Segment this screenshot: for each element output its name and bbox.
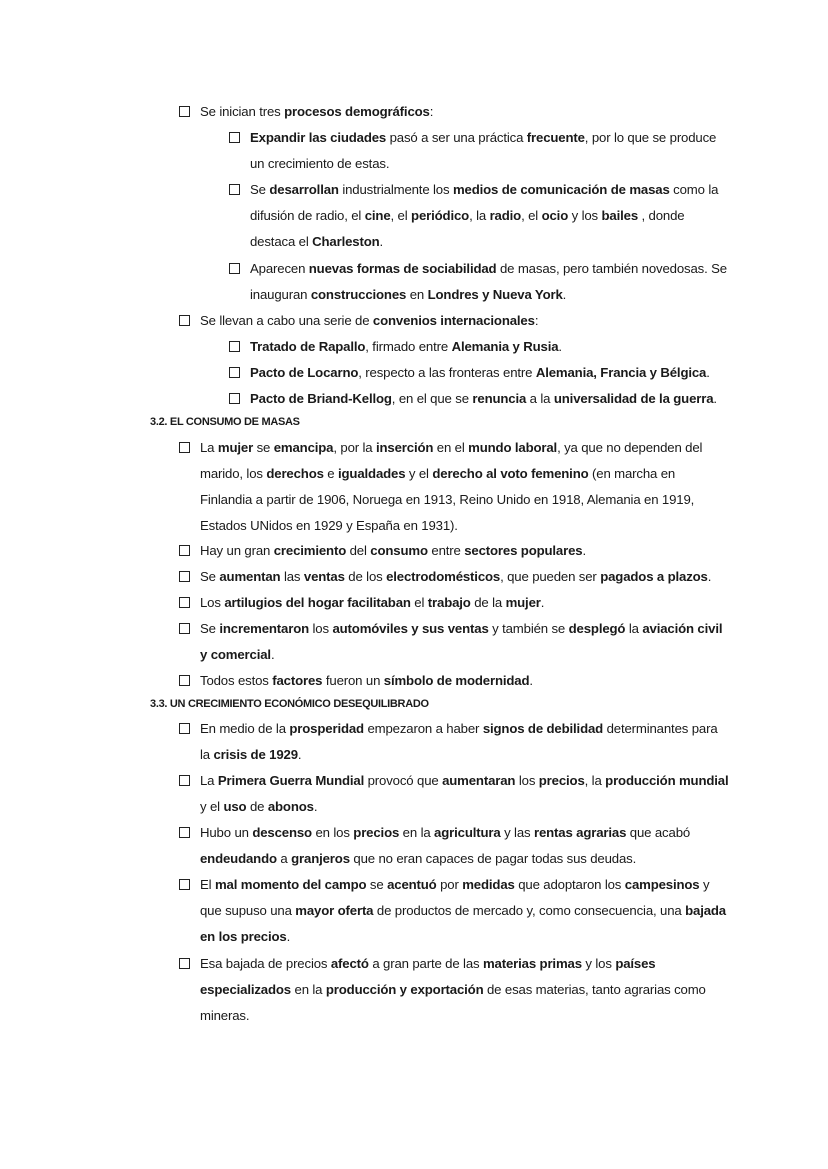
item-text: Se inician tres procesos demográficos: bbox=[200, 104, 434, 119]
emphasis: signos de debilidad bbox=[482, 721, 604, 736]
checkbox-icon[interactable] bbox=[179, 879, 190, 890]
checkbox-icon[interactable] bbox=[179, 442, 190, 453]
bullet-demographic-processes bbox=[200, 99, 740, 125]
bullet-countryside-crisis bbox=[200, 872, 730, 950]
emphasis: mujer bbox=[505, 595, 541, 610]
item-text: Aparecen nuevas formas de sociabilidad de masas, pero también novedosas. Se inauguran construcciones en Londres y Nueva York. bbox=[250, 261, 727, 302]
sub-bullet-expand-cities bbox=[250, 125, 730, 177]
emphasis: ventas bbox=[303, 569, 345, 584]
item-text: Se incrementaron los automóviles y sus ventas y también se desplegó la aviación civil y comercial. bbox=[200, 621, 723, 662]
checkbox-icon[interactable] bbox=[179, 315, 190, 326]
emphasis: afectó bbox=[330, 956, 369, 971]
item-text: Pacto de Locarno, respecto a las fronteras entre Alemania, Francia y Bélgica. bbox=[250, 365, 710, 380]
emphasis: Charleston bbox=[312, 234, 380, 249]
emphasis: factores bbox=[272, 673, 323, 688]
emphasis: uso bbox=[223, 799, 247, 814]
section-heading-crecimiento: 3.3. UN CRECIMIENTO ECONÓMICO DESEQUILIBRADO bbox=[150, 698, 429, 710]
emphasis: agricultura bbox=[434, 825, 501, 840]
item-text: Expandir las ciudades pasó a ser una práctica frecuente, por lo que se produce un crecimiento de estas. bbox=[250, 130, 717, 171]
emphasis: mayor oferta bbox=[295, 903, 374, 918]
sub-bullet-locarno bbox=[250, 360, 730, 386]
emphasis: Alemania y Rusia bbox=[451, 339, 559, 354]
bullet-prosperity-weakness bbox=[200, 716, 730, 768]
checkbox-icon[interactable] bbox=[179, 597, 190, 608]
item-text: Tratado de Rapallo, firmado entre Alemania y Rusia. bbox=[250, 339, 562, 354]
emphasis: universalidad de la guerra bbox=[553, 391, 714, 406]
emphasis: sectores populares bbox=[464, 543, 583, 558]
emphasis: electrodomésticos bbox=[386, 569, 501, 584]
bullet-women-emancipation bbox=[200, 435, 730, 539]
bullet-consumption-growth bbox=[200, 538, 730, 564]
emphasis: bajada en los precios bbox=[200, 903, 726, 944]
sub-bullet-rapallo bbox=[250, 334, 730, 360]
emphasis: periódico bbox=[411, 208, 470, 223]
emphasis: cine bbox=[364, 208, 391, 223]
item-text: La Primera Guerra Mundial provocó que aumentaran los precios, la producción mundial y el uso de abonos. bbox=[200, 773, 729, 814]
checkbox-icon[interactable] bbox=[229, 393, 240, 404]
item-text: La mujer se emancipa, por la inserción en el mundo laboral, ya que no dependen del marido, los derechos e igualdades y el derecho al voto femenino (en marcha en Finlandia a partir de 1906, Noruega en 1913, Reino Unido en 1918, Alemania en 1919, Estados UNidos en 1929 y España en 1931). bbox=[200, 440, 703, 533]
emphasis: ocio bbox=[541, 208, 569, 223]
bullet-household-gadgets bbox=[200, 590, 730, 616]
emphasis: precios bbox=[353, 825, 400, 840]
bullet-raw-materials bbox=[200, 951, 730, 1029]
emphasis: desarrollan bbox=[269, 182, 339, 197]
emphasis: bailes bbox=[601, 208, 639, 223]
checkbox-icon[interactable] bbox=[179, 571, 190, 582]
emphasis: procesos demográficos bbox=[284, 104, 430, 119]
checkbox-icon[interactable] bbox=[179, 827, 190, 838]
emphasis: Alemania, Francia y Bélgica bbox=[535, 365, 707, 380]
emphasis: endeudando bbox=[200, 851, 277, 866]
emphasis: artilugios del hogar facilitaban bbox=[224, 595, 411, 610]
item-text: Hubo un descenso en los precios en la agricultura y las rentas agrarias que acabó endeudando a granjeros que no eran capaces de pagar todas sus deudas. bbox=[200, 825, 691, 866]
emphasis: emancipa bbox=[273, 440, 334, 455]
section-heading-consumo: 3.2. EL CONSUMO DE MASAS bbox=[150, 416, 300, 428]
emphasis: mundo laboral bbox=[468, 440, 558, 455]
emphasis: crisis de 1929 bbox=[213, 747, 298, 762]
emphasis: descenso bbox=[252, 825, 312, 840]
emphasis: aviación civil y comercial bbox=[200, 621, 723, 662]
emphasis: precios bbox=[538, 773, 585, 788]
checkbox-icon[interactable] bbox=[229, 263, 240, 274]
item-text: Esa bajada de precios afectó a gran parte de las materias primas y los países especializados en la producción y exportación de esas materias, tanto agrarias como mineras. bbox=[200, 956, 706, 1023]
emphasis: crecimiento bbox=[273, 543, 347, 558]
checkbox-icon[interactable] bbox=[179, 958, 190, 969]
emphasis: aumentaran bbox=[442, 773, 516, 788]
checkbox-icon[interactable] bbox=[229, 132, 240, 143]
emphasis: radio bbox=[489, 208, 522, 223]
emphasis: mujer bbox=[217, 440, 254, 455]
emphasis: abonos bbox=[267, 799, 314, 814]
emphasis: construcciones bbox=[310, 287, 407, 302]
emphasis: Expandir las ciudades bbox=[250, 130, 387, 145]
emphasis: Pacto de Briand-Kellog bbox=[250, 391, 392, 406]
emphasis: pagados a plazos bbox=[600, 569, 708, 584]
bullet-international-agreements bbox=[200, 308, 740, 334]
checkbox-icon[interactable] bbox=[179, 623, 190, 634]
emphasis: símbolo de modernidad bbox=[383, 673, 530, 688]
emphasis: producción mundial bbox=[605, 773, 729, 788]
emphasis: producción y exportación bbox=[325, 982, 484, 997]
bullet-modernity-symbol bbox=[200, 668, 730, 694]
emphasis: incrementaron bbox=[219, 621, 310, 636]
item-text: Los artilugios del hogar facilitaban el trabajo de la mujer. bbox=[200, 595, 545, 610]
emphasis: automóviles y sus ventas bbox=[332, 621, 489, 636]
emphasis: trabajo bbox=[427, 595, 471, 610]
emphasis: renuncia bbox=[472, 391, 527, 406]
checkbox-icon[interactable] bbox=[179, 106, 190, 117]
emphasis: derechos bbox=[266, 466, 324, 481]
emphasis: derecho al voto femenino bbox=[432, 466, 589, 481]
item-text: Se aumentan las ventas de los electrodomésticos, que pueden ser pagados a plazos. bbox=[200, 569, 712, 584]
emphasis: inserción bbox=[376, 440, 434, 455]
emphasis: Primera Guerra Mundial bbox=[217, 773, 365, 788]
emphasis: frecuente bbox=[526, 130, 585, 145]
emphasis: consumo bbox=[370, 543, 428, 558]
emphasis: medidas bbox=[462, 877, 515, 892]
item-text: El mal momento del campo se acentuó por medidas que adoptaron los campesinos y que supuso una mayor oferta de productos de mercado y, como consecuencia, una bajada en los precios. bbox=[200, 877, 726, 944]
checkbox-icon[interactable] bbox=[229, 341, 240, 352]
emphasis: granjeros bbox=[291, 851, 350, 866]
item-text: Se llevan a cabo una serie de convenios internacionales: bbox=[200, 313, 539, 328]
emphasis: materias primas bbox=[482, 956, 582, 971]
sub-bullet-briand-kellog bbox=[250, 386, 740, 412]
emphasis: acentuó bbox=[387, 877, 437, 892]
emphasis: países especializados bbox=[200, 956, 656, 997]
emphasis: desplegó bbox=[568, 621, 626, 636]
emphasis: convenios internacionales bbox=[372, 313, 535, 328]
bullet-automobiles-aviation bbox=[200, 616, 730, 668]
sub-bullet-mass-media bbox=[250, 177, 730, 255]
checkbox-icon[interactable] bbox=[229, 184, 240, 195]
emphasis: igualdades bbox=[338, 466, 406, 481]
item-text: Pacto de Briand-Kellog, en el que se renuncia a la universalidad de la guerra. bbox=[250, 391, 717, 406]
bullet-first-world-war bbox=[200, 768, 730, 820]
emphasis: Tratado de Rapallo bbox=[250, 339, 366, 354]
item-text: Se desarrollan industrialmente los medios de comunicación de masas como la difusión de radio, el cine, el periódico, la radio, el ocio y los bailes , donde destaca el Charleston. bbox=[250, 182, 719, 249]
emphasis: aumentan bbox=[219, 569, 281, 584]
checkbox-icon[interactable] bbox=[179, 675, 190, 686]
emphasis: Pacto de Locarno bbox=[250, 365, 359, 380]
checkbox-icon[interactable] bbox=[179, 775, 190, 786]
emphasis: campesinos bbox=[624, 877, 700, 892]
emphasis: mal momento del campo bbox=[214, 877, 367, 892]
checkbox-icon[interactable] bbox=[229, 367, 240, 378]
emphasis: rentas agrarias bbox=[533, 825, 627, 840]
emphasis: Londres y Nueva York bbox=[427, 287, 563, 302]
sub-bullet-sociability bbox=[250, 256, 730, 308]
emphasis: prosperidad bbox=[289, 721, 364, 736]
item-text: En medio de la prosperidad empezaron a haber signos de debilidad determinantes para la crisis de 1929. bbox=[200, 721, 718, 762]
item-text: Hay un gran crecimiento del consumo entre sectores populares. bbox=[200, 543, 586, 558]
emphasis: nuevas formas de sociabilidad bbox=[308, 261, 497, 276]
checkbox-icon[interactable] bbox=[179, 545, 190, 556]
bullet-price-descent bbox=[200, 820, 730, 872]
item-text: Todos estos factores fueron un símbolo de modernidad. bbox=[200, 673, 533, 688]
checkbox-icon[interactable] bbox=[179, 723, 190, 734]
emphasis: medios de comunicación de masas bbox=[452, 182, 670, 197]
bullet-appliance-sales bbox=[200, 564, 730, 590]
